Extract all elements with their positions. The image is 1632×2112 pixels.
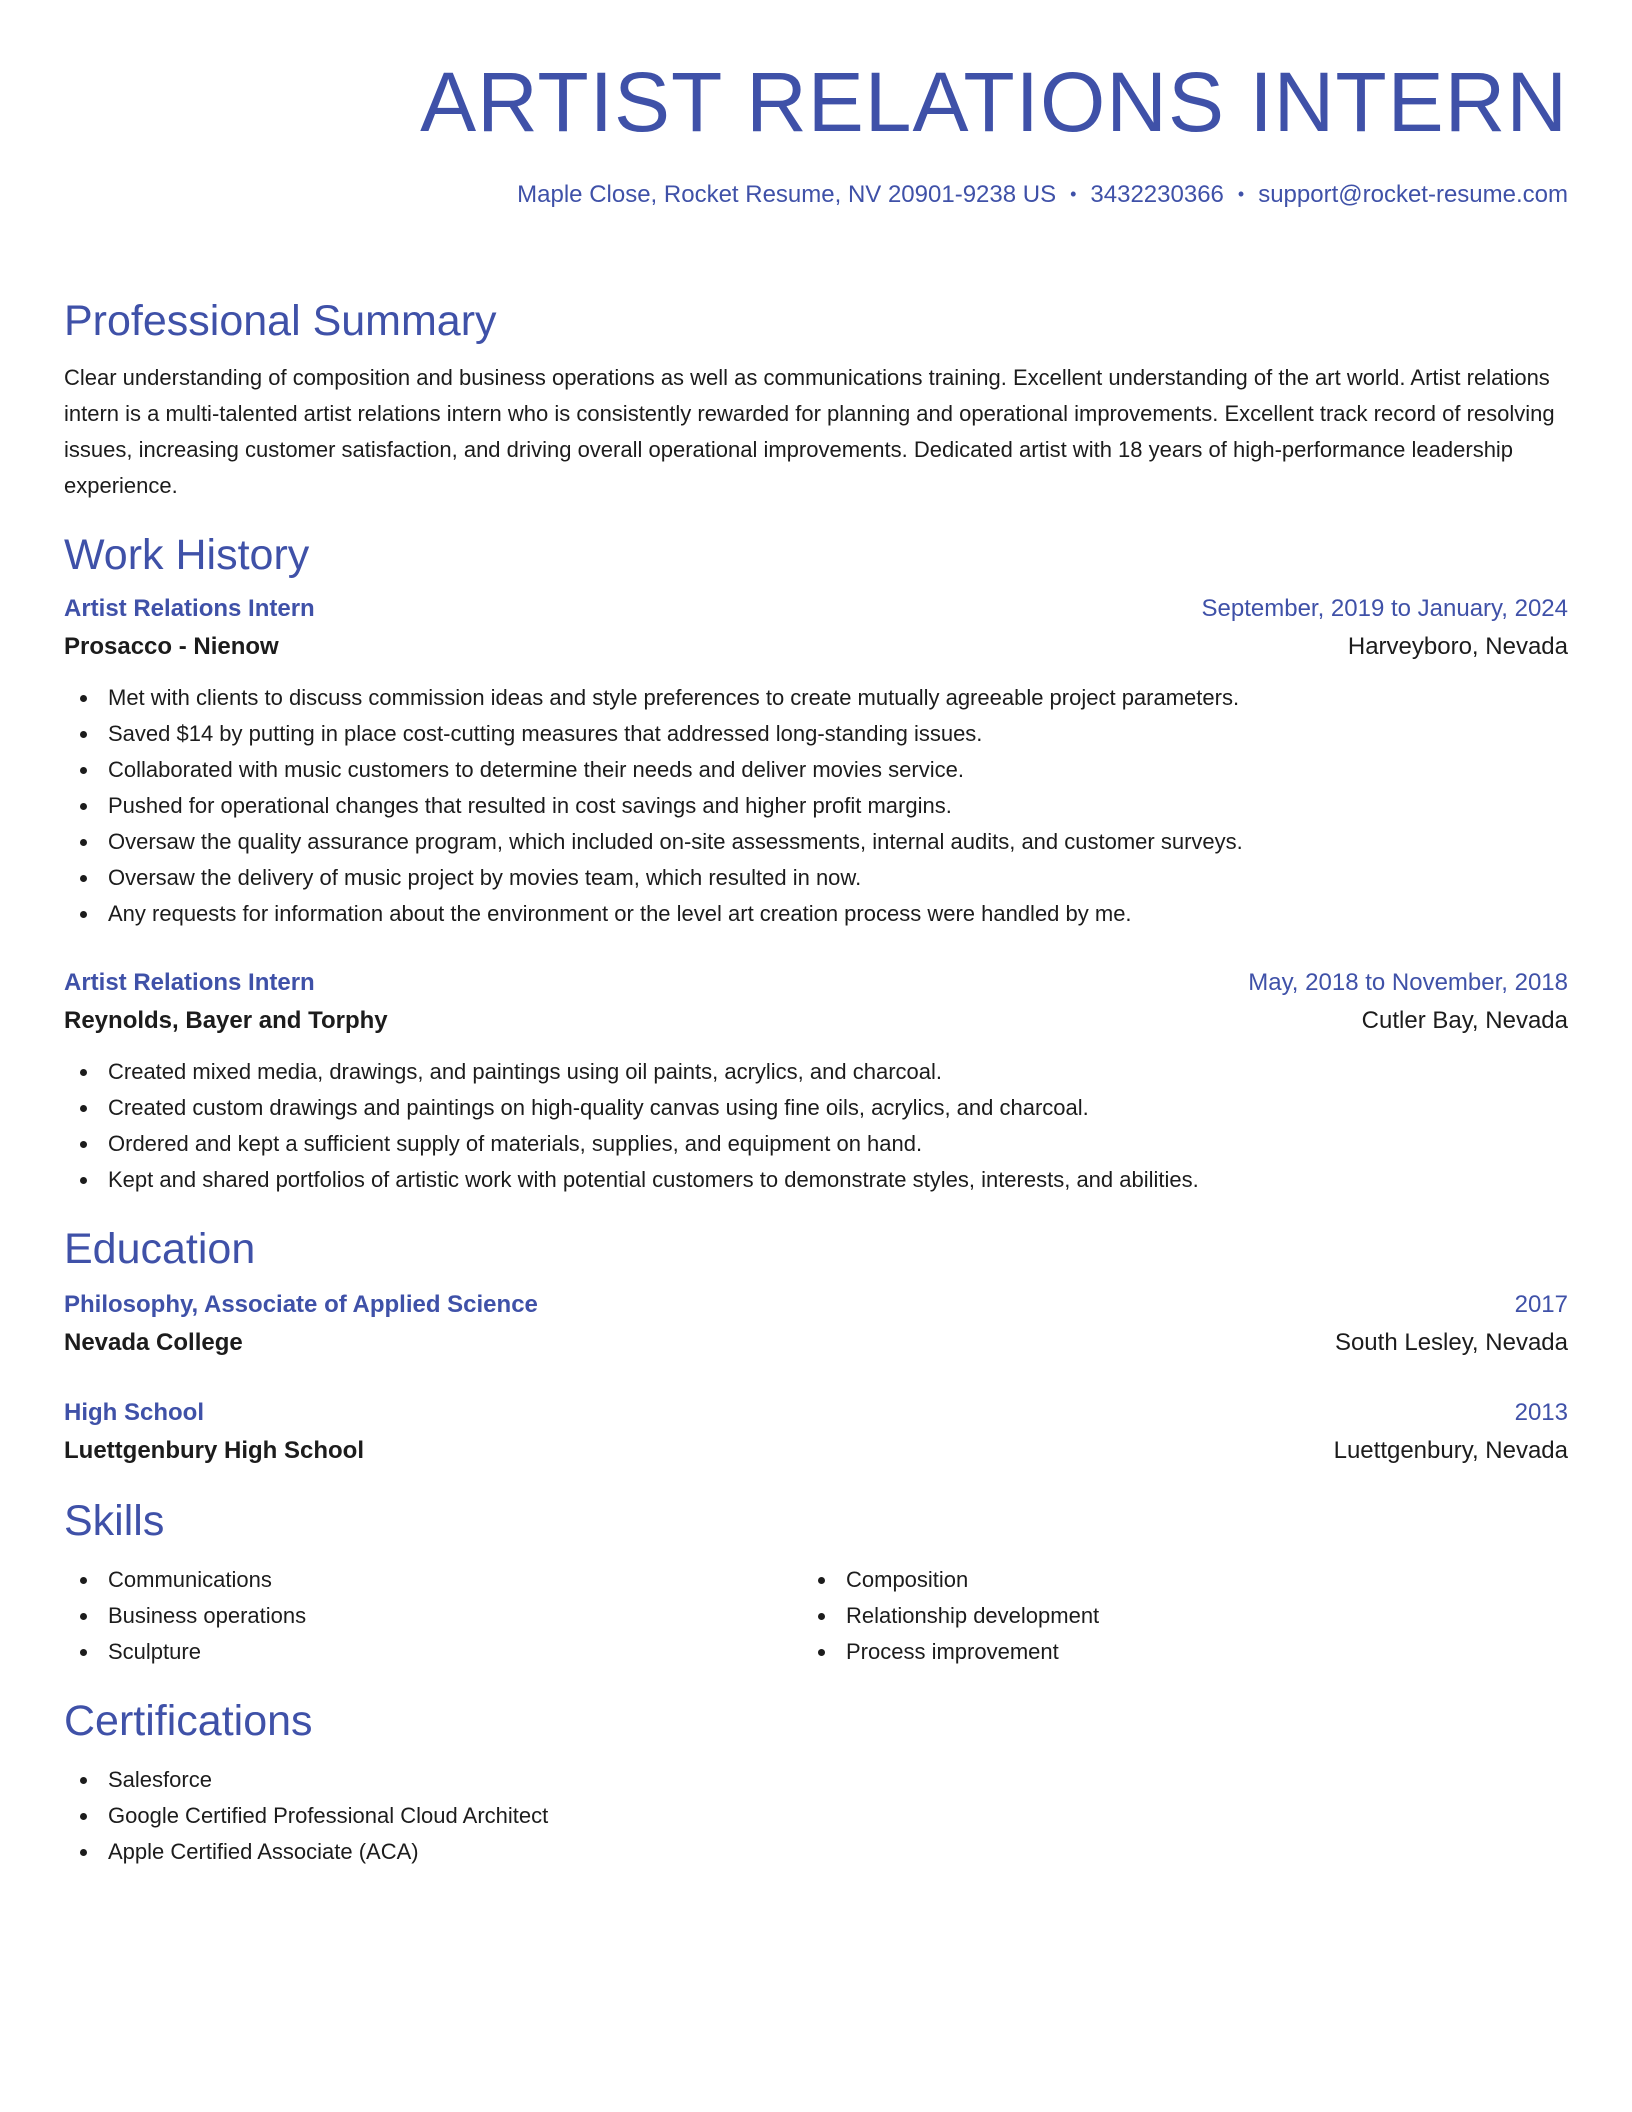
list-item: Collaborated with music customers to determine their needs and deliver movies service. bbox=[64, 752, 1568, 788]
contact-address: Maple Close, Rocket Resume, NV 20901-9238 US bbox=[517, 181, 1057, 208]
list-item: Salesforce bbox=[64, 1762, 1568, 1798]
contact-separator: • bbox=[1237, 184, 1245, 204]
resume-title: ARTIST RELATIONS INTERN bbox=[420, 55, 1568, 149]
contact-phone: 3432230366 bbox=[1090, 181, 1224, 208]
job-location: Harveyboro, Nevada bbox=[1347, 633, 1568, 660]
education-location: South Lesley, Nevada bbox=[1334, 1329, 1568, 1356]
list-item: Pushed for operational changes that resulted in cost savings and higher profit margins. bbox=[64, 788, 1568, 824]
work-history-section bbox=[64, 530, 1568, 1198]
list-item: Composition bbox=[802, 1562, 1568, 1598]
contact-separator: • bbox=[1070, 184, 1077, 204]
contact-email[interactable]: support@rocket-resume.com bbox=[1258, 181, 1568, 208]
contact-line bbox=[517, 178, 1568, 211]
work-history-heading: Work History bbox=[64, 531, 310, 579]
job-dates: May, 2018 to November, 2018 bbox=[1248, 969, 1568, 996]
certifications-heading: Certifications bbox=[64, 1697, 313, 1745]
summary-heading: Professional Summary bbox=[64, 297, 497, 345]
certifications-list bbox=[64, 1762, 1568, 1870]
list-item: Oversaw the delivery of music project by movies team, which resulted in now. bbox=[64, 860, 1568, 896]
job-location: Cutler Bay, Nevada bbox=[1361, 1007, 1568, 1034]
summary-section bbox=[64, 296, 1568, 504]
education-degree: Philosophy, Associate of Applied Science bbox=[64, 1291, 538, 1318]
education-year: 2017 bbox=[1514, 1291, 1568, 1318]
skills-grid bbox=[64, 1562, 1568, 1670]
certifications-section bbox=[64, 1696, 1568, 1870]
job-title: Artist Relations Intern bbox=[64, 595, 315, 622]
list-item: Kept and shared portfolios of artistic work with potential customers to demonstrate styles, interests, and abilities. bbox=[64, 1162, 1568, 1198]
list-item: Business operations bbox=[64, 1598, 802, 1634]
education-section bbox=[64, 1224, 1568, 1470]
job-title: Artist Relations Intern bbox=[64, 969, 315, 996]
list-item: Ordered and kept a sufficient supply of materials, supplies, and equipment on hand. bbox=[64, 1126, 1568, 1162]
education-entry bbox=[64, 1286, 1568, 1362]
list-item: Any requests for information about the environment or the level art creation process were handled by me. bbox=[64, 896, 1568, 932]
education-school: Nevada College bbox=[64, 1329, 243, 1356]
list-item: Google Certified Professional Cloud Architect bbox=[64, 1798, 1568, 1834]
list-item: Communications bbox=[64, 1562, 802, 1598]
list-item: Created custom drawings and paintings on high-quality canvas using fine oils, acrylics, and charcoal. bbox=[64, 1090, 1568, 1126]
list-item: Apple Certified Associate (ACA) bbox=[64, 1834, 1568, 1870]
education-location: Luettgenbury, Nevada bbox=[1333, 1437, 1568, 1464]
skills-list-right bbox=[802, 1562, 1568, 1670]
summary-text: Clear understanding of composition and business operations as well as communications training. Excellent understanding of the art world. Artist relations intern is a multi-talented artist relations intern who is consistently rewarded for planning and operational improvements. Excellent track record of resolving issues, increasing customer satisfaction, and driving overall operational improvements. Dedicated artist with 18 years of high-performance leadership experience. bbox=[64, 365, 1555, 498]
list-item: Met with clients to discuss commission ideas and style preferences to create mutually agreeable project parameters. bbox=[64, 680, 1568, 716]
job-company: Prosacco - Nienow bbox=[64, 633, 279, 660]
job-dates: September, 2019 to January, 2024 bbox=[1201, 595, 1568, 622]
job-entry bbox=[64, 590, 1568, 932]
education-year: 2013 bbox=[1514, 1399, 1568, 1426]
job-entry bbox=[64, 964, 1568, 1198]
list-item: Relationship development bbox=[802, 1598, 1568, 1634]
list-item: Sculpture bbox=[64, 1634, 802, 1670]
job-company: Reynolds, Bayer and Torphy bbox=[64, 1007, 388, 1034]
list-item: Created mixed media, drawings, and paintings using oil paints, acrylics, and charcoal. bbox=[64, 1054, 1568, 1090]
list-item: Oversaw the quality assurance program, which included on-site assessments, internal audits, and customer surveys. bbox=[64, 824, 1568, 860]
education-degree: High School bbox=[64, 1399, 204, 1426]
resume-page bbox=[64, 54, 1568, 1870]
education-school: Luettgenbury High School bbox=[64, 1437, 364, 1464]
skills-heading: Skills bbox=[64, 1497, 165, 1545]
education-heading: Education bbox=[64, 1225, 256, 1273]
list-item: Saved $14 by putting in place cost-cutting measures that addressed long-standing issues. bbox=[64, 716, 1568, 752]
job-bullets bbox=[64, 1054, 1568, 1198]
skills-list-left bbox=[64, 1562, 802, 1670]
job-bullets bbox=[64, 680, 1568, 932]
education-entry bbox=[64, 1394, 1568, 1470]
skills-section bbox=[64, 1496, 1568, 1670]
list-item: Process improvement bbox=[802, 1634, 1568, 1670]
